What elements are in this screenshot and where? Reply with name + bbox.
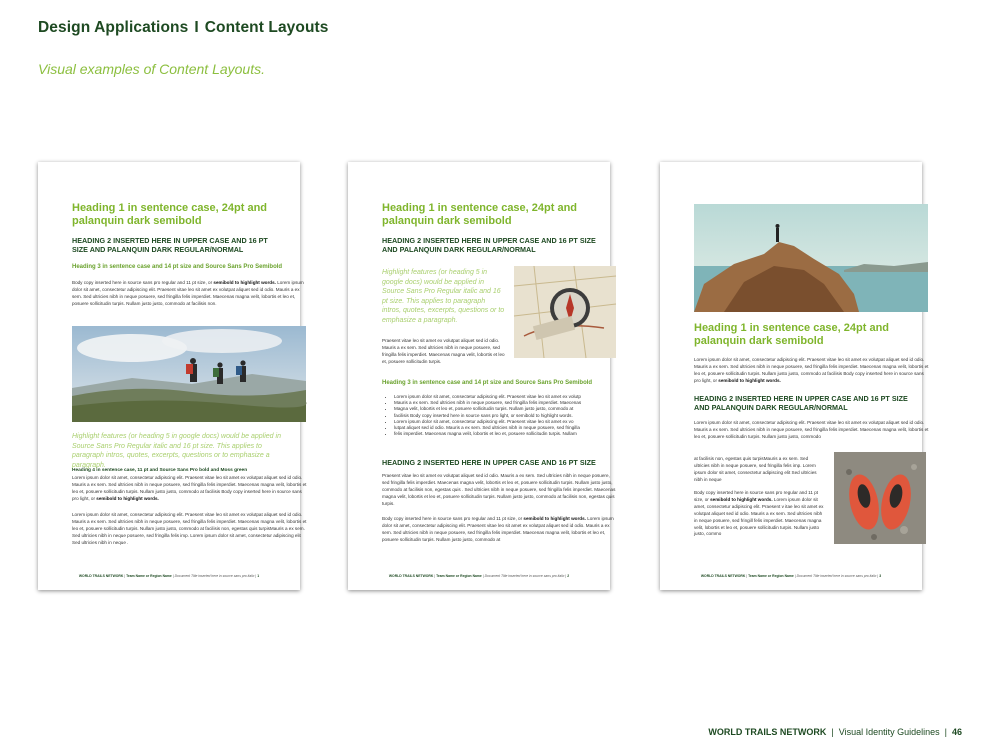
footer-team: Team Name or Region Name bbox=[748, 574, 794, 578]
footer-page: 3 bbox=[879, 574, 882, 578]
body-text-highlight: semibold to highlight words. bbox=[213, 280, 276, 285]
heading-2: HEADING 2 INSERTED HERE IN UPPER CASE AND 16 PT SIZE AND PALANQUIN DARK REGULAR/NORMAL bbox=[694, 394, 908, 412]
heading-2: HEADING 2 INSERTED HERE IN UPPER CASE AND 16 PT SIZE AND PALANQUIN DARK REGULAR/NORMAL bbox=[382, 236, 596, 254]
heading-1: Heading 1 in sentence case, 24pt and palanquin dark semibold bbox=[382, 202, 578, 227]
body-text-2: Praesent vitae leo sit amet ex volutpat aliquet sed id odio. Mauris a ex sem. Sed ultricies nibh in neque posuere, sed fringilla felis imperdiet. Maecenas magna velit, lobortis et leo et, posuere sollicitudin turpis. Nullam justo justo, commodo at facilisis non, egestas quis . Sed ultricies nibh in neque posuere, sed fringilla felis imperdiet. Maecenas magna velit, lobortis et leo et, posuere sollicitudin turpis. Nullam justo justo, commodo at facilisis non, egestas quis turpis. bbox=[382, 473, 616, 506]
footer-page: 1 bbox=[257, 574, 260, 578]
document-footer: WORLD TRAILS NETWORK | Team Name or Region Name | Document Title inserted here in source sans pro italic | 1 bbox=[78, 574, 260, 578]
hikers-photo bbox=[72, 326, 306, 422]
heading-2: HEADING 2 INSERTED HERE IN UPPER CASE AND 16 PT SIZE AND PALANQUIN DARK REGULAR/NORMAL bbox=[72, 236, 268, 254]
layout-example-1 bbox=[38, 162, 307, 590]
page-title bbox=[38, 19, 329, 37]
footer-doc-title: Document Title inserted here in source sans pro italic bbox=[796, 574, 877, 578]
highlight-feature: Highlight features (or heading 5 in google docs) would be applied in Source Sans Pro Regular italic and 16 pt size. This applies to paragraph intros, quotes, excerpts, questions or to emphasize a paragraph. bbox=[382, 269, 505, 324]
heading-3: Heading 3 in sentence case and 14 pt size and Source Sans Pro Semibold bbox=[72, 264, 283, 270]
body-text-3-highlight: semibold to highlight words. bbox=[523, 516, 586, 521]
list-item: • facilisis Body copy inserted here in source sans pro light, or semibold to highlight words. bbox=[394, 413, 624, 419]
footer-doc-title: Document Title inserted here in source sans pro italic bbox=[484, 574, 565, 578]
body-text-2 bbox=[72, 475, 308, 503]
heading-2b: HEADING 2 INSERTED HERE IN UPPER CASE AND 16 PT SIZE bbox=[382, 458, 596, 467]
body-text-3: at facilisis non, egestas quis turpisMauris a ex sem. Sed ultricies nibh in neque posuere, sed fringilla felis imp. Lorem ipsum dolor sit amet, consectetur adipiscing elit Sed ultricies nibh in neque bbox=[694, 456, 817, 482]
list-item: • Lorem ipsum dolor sit amet, consectetur adipiscing elit. Praesent vitae leo sit amet ex volutp bbox=[394, 394, 624, 400]
footer-page: 2 bbox=[567, 574, 570, 578]
footer-separator: | bbox=[831, 727, 834, 737]
body-text-highlight: semibold to highlight words. bbox=[718, 377, 781, 383]
body-text-intro: Body copy inserted here in source sans pro regular and 11 pt size, or bbox=[72, 280, 214, 285]
body-text-3-rest: Lorem ipsum dolor sit amet, consectetur adipiscing elit. Praesent vitae leo sit amet ex volutpat aliquet sed id odio. Mauris a ex sem. Sed ultricies nibh in neque posuere, sed fringilla felis imperdiet. Maecenas magna velit, lobortis et leo et, posuere sollicitudin turpis. Nullam justo justo, commodo at bbox=[382, 516, 614, 542]
body-text-2: Lorem ipsum dolor sit amet, consectetur adipiscing elit. Praesent vitae leo sit amet ex volutpat aliquet sed id odio. Mauris a ex sem. Sed ultricies nibh in neque posuere, sed fringilla felis imperdiet. Maecenas magna velit, lobortis et leo et, posuere sollicitudin turpis. Nullam justo justo, commodo bbox=[694, 420, 929, 439]
list-item: • Mauris a ex sem. Sed ultricies nibh in neque posuere, sed fringilla felis imperdiet. Maecenas bbox=[394, 400, 624, 406]
body-text bbox=[72, 280, 308, 308]
title-separator: I bbox=[194, 19, 199, 36]
footer-guide-name: Visual Identity Guidelines bbox=[838, 727, 940, 737]
footer-org: WORLD TRAILS NETWORK bbox=[78, 574, 124, 578]
bullet-list bbox=[382, 394, 624, 437]
body-text-4 bbox=[694, 490, 824, 538]
footer-team: Team Name or Region Name bbox=[436, 574, 482, 578]
footer-team: Team Name or Region Name bbox=[126, 574, 172, 578]
list-item: • Lorem ipsum dolor sit amet, consectetur adipiscing elit. Praesent vitae leo sit amet ex vo bbox=[394, 419, 624, 425]
footer-org: WORLD TRAILS NETWORK bbox=[388, 574, 434, 578]
page-subtitle: Visual examples of Content Layouts. bbox=[38, 61, 265, 77]
layout-example-3 bbox=[660, 162, 929, 590]
body-text-3-intro: Body copy inserted here in source sans pro regular and 11 pt size, or bbox=[382, 516, 524, 521]
document-footer: WORLD TRAILS NETWORK | Team Name or Region Name | Document Title inserted here in source sans pro italic | 2 bbox=[388, 574, 570, 578]
footer-page-number: 46 bbox=[951, 727, 962, 737]
heading-1: Heading 1 in sentence case, 24pt and palanquin dark semibold bbox=[72, 202, 268, 227]
heading-4: Heading 4 in sentence case, 11 pt and Source Sans Pro bold and Moss green bbox=[72, 468, 248, 473]
body-text-4-highlight: semibold to highlight words. bbox=[710, 496, 773, 502]
body-text-intro: Lorem ipsum dolor sit amet, consectetur adipiscing elit. Praesent vitae leo sit amet ex volutpat aliquet sed id odio. Mauris a ex sem. Sed ultricies nibh in neque posuere, sed fringilla felis imperdiet. Maecenas magna velit, lobortis et leo et, posuere sollicitudin turpis. Nullam justo justo, commodo at facilisis Body copy inserted here in source sans pro light, or bbox=[694, 357, 929, 383]
highlight-feature: Highlight features (or heading 5 in google docs) would be applied in Source Sans Pro Regular italic and 16 pt size. This applies to paragraph intros, quotes, excerpts, questions or to emphasize a paragraph. bbox=[72, 433, 281, 469]
body-text bbox=[694, 357, 930, 385]
body-text-3: Lorem ipsum dolor sit amet, consectetur adipiscing elit. Praesent vitae leo sit amet ex volutpat aliquet sed id odio. Mauris a ex sem. Sed ultricies nibh in neque posuere, sed fringilla felis imperdiet. Maecenas magna velit, lobortis et leo et, posuere sollicitudin turpis. Nullam justo justo, commodo at facilisis non, egestas quis turpisMauris a ex sem. Sed ultricies nibh in neque posuere, sed fringilla felis imp. Lorem ipsum dolor sit amet, consectetur adipiscing elit Sed ultricies nibh in neque . bbox=[72, 512, 307, 545]
list-item: • felis imperdiet. Maecenas magna velit, lobortis et leo et, posuere sollicitudin turpis. Nullam bbox=[394, 431, 624, 437]
body-text: Praesent vitae leo sit amet ex volutpat aliquet sed id odio. Mauris a ex sem. Sed ultricies nibh in neque posuere, sed fringilla felis imperdiet. Maecenas magna velit, lobortis et leo et, posuere sollicitudin turpis. bbox=[382, 338, 505, 364]
mountain-photo bbox=[694, 204, 928, 312]
body-text-2-intro: Lorem ipsum dolor sit amet, consectetur adipiscing elit. Praesent vitae leo sit amet ex volutpat aliquet sed id odio. Mauris a ex sem. Sed ultricies nibh in neque posuere, sed fringilla felis imperdiet. Maecenas magna velit, lobortis et leo et, posuere sollicitudin turpis. Nullam justo justo, commodo at facilisis Body copy inserted here in source sans pro light, or bbox=[72, 475, 307, 501]
footer-doc-title: Document Title inserted here in source sans pro italic bbox=[174, 574, 255, 578]
guidelines-footer bbox=[708, 727, 962, 737]
list-item: • lutpat aliquet sed id odio. Mauris a ex sem. Sed ultricies nibh in neque posuere, sed fringilla bbox=[394, 425, 624, 431]
heading-3: Heading 3 in sentence case and 14 pt size and Source Sans Pro Semibold bbox=[382, 380, 593, 386]
layout-example-2 bbox=[348, 162, 616, 590]
footer-separator: | bbox=[944, 727, 947, 737]
heading-1: Heading 1 in sentence case, 24pt and palanquin dark semibold bbox=[694, 322, 890, 347]
body-text-4-rest: Lorem ipsum dolor sit amet, consectetur adipiscing elit. Praesent v itae leo sit amet ex volutpat aliquet sed id odio. Mauris a ex sem. Sed ultricies nibh in neque posuere, sed fringill felis imperdiet. Maecenas magna velit, lobortis et leo et, posuere sollicitudin turpis. Nullam justo justo, commo bbox=[694, 496, 824, 537]
body-text-rest: Lorem ipsum dolor sit amet, consectetur adipiscing elit. Praesent vitae leo sit amet ex volutpat aliquet sed id odio. Mauris a ex sem. Sed ultricies nibh in neque posuere, sed fringilla felis imperdiet. Maecenas magna velit, lobortis et leo et, posuere sollicitudin turpis. Nullam justo justo, commodo at facilisis non. bbox=[72, 280, 304, 306]
footer-org: WORLD TRAILS NETWORK bbox=[700, 574, 746, 578]
list-item: • Magna velit, lobortis et leo et, posuere sollicitudin turpis. Nullam justo justo, commodo at bbox=[394, 406, 624, 412]
body-text-2-highlight: semibold to highlight words. bbox=[96, 495, 159, 501]
body-text-4-intro: Body copy inserted here in source sans pro regular and 11 pt size, or bbox=[694, 490, 819, 502]
footer-organization: WORLD TRAILS NETWORK bbox=[708, 727, 827, 737]
section-title: Design Applications bbox=[38, 19, 189, 36]
compass-photo bbox=[514, 266, 616, 358]
document-footer: WORLD TRAILS NETWORK | Team Name or Region Name | Document Title inserted here in source sans pro italic | 3 bbox=[700, 574, 882, 578]
topic-title: Content Layouts bbox=[204, 19, 329, 36]
shoes-photo bbox=[834, 452, 926, 544]
body-text-3 bbox=[382, 516, 618, 544]
